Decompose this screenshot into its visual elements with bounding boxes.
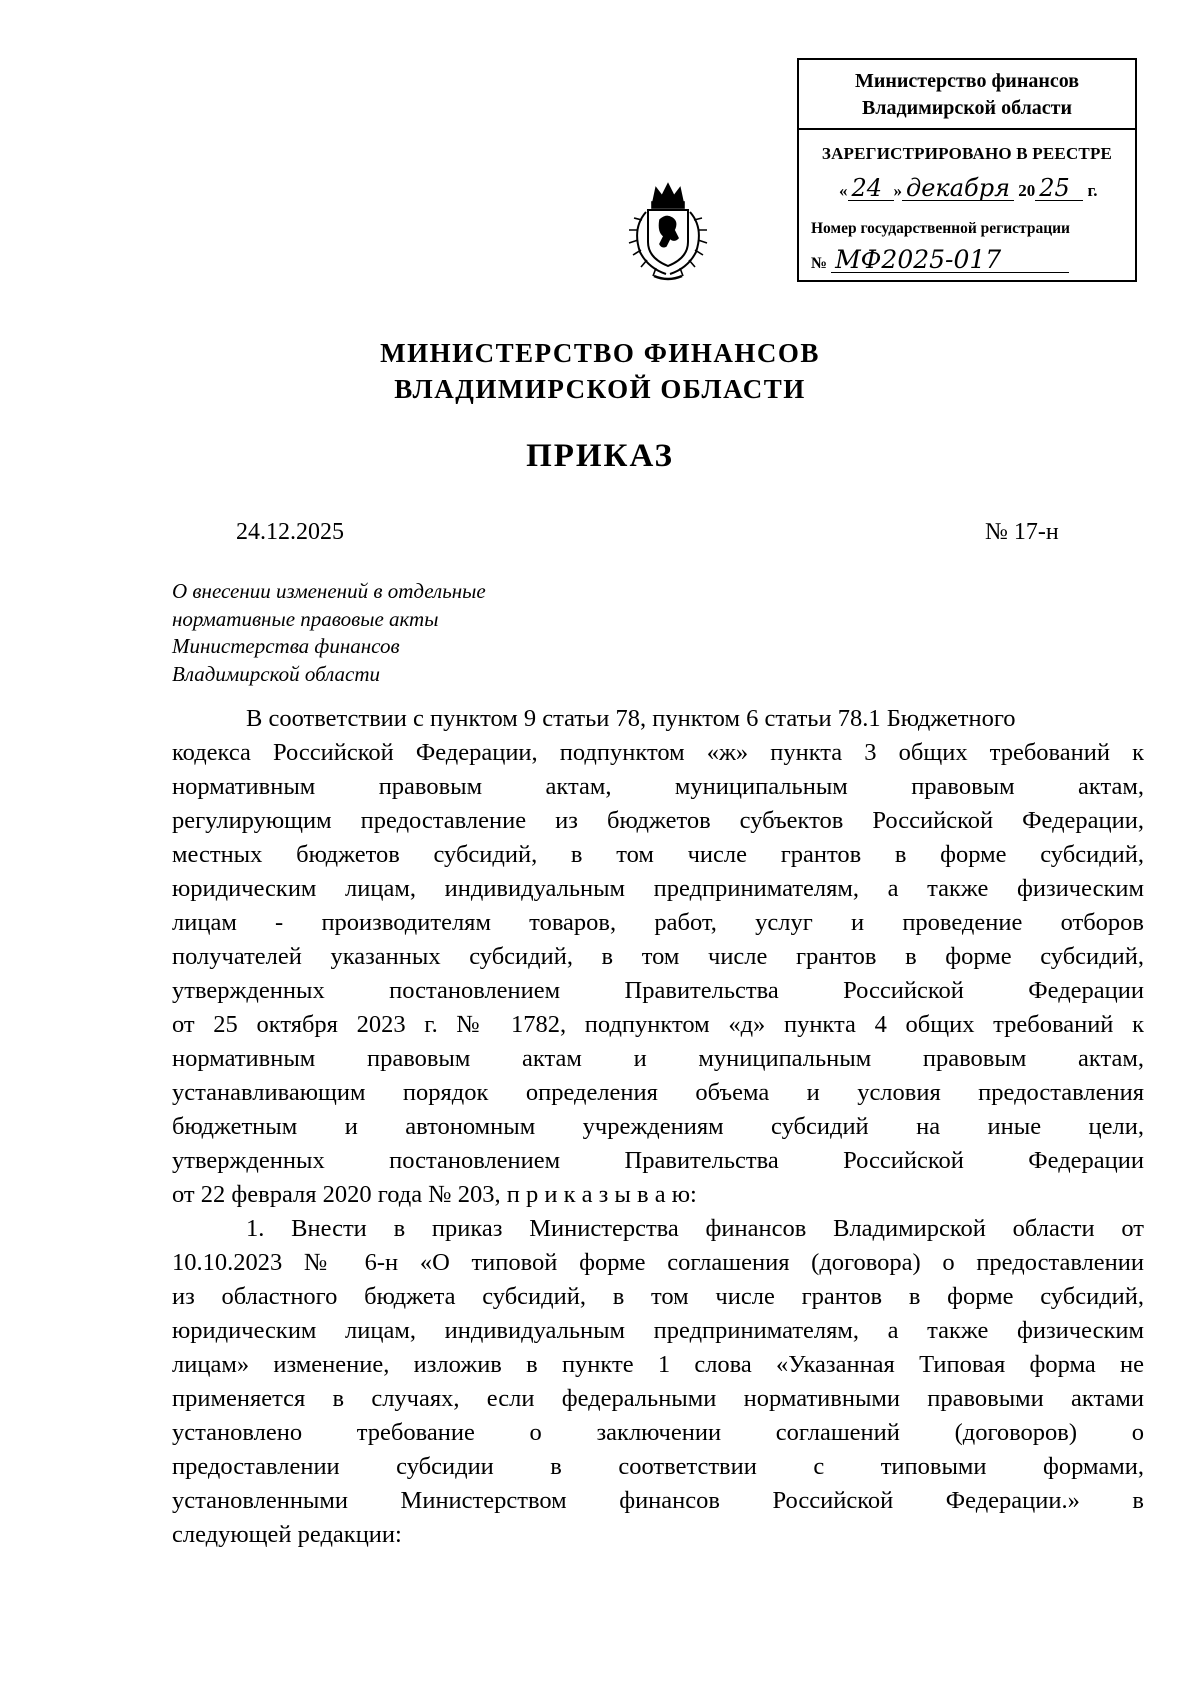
stamp-registered-label: ЗАРЕГИСТРИРОВАНО В РЕЕСТРЕ <box>821 144 1113 163</box>
stamp-ministry-line2: Владимирской области <box>861 97 1073 119</box>
stamp-year-prefix: 20 <box>1018 181 1036 200</box>
body-line: юридическим лицам, индивидуальным предпринимателям, а также физическим <box>172 1317 1144 1344</box>
body-line: утвержденных постановлением Правительства Российской Федерации <box>172 1147 1144 1174</box>
body-line: бюджетным и автономным учреждениям субсидий на иные цели, <box>172 1113 1144 1140</box>
document-number: № 17-н <box>985 519 1059 545</box>
stamp-ministry-name <box>799 68 1135 122</box>
document-type: ПРИКАЗ <box>526 438 674 474</box>
body-line: кодекса Российской Федерации, подпунктом «ж» пункта 3 общих требований к <box>172 739 1144 766</box>
body-line: от 22 февраля 2020 года № 203, п р и к а з ы в а ю: <box>172 1181 697 1208</box>
stamp-day: 24 <box>848 176 894 201</box>
body-line: местных бюджетов субсидий, в том числе грантов в форме субсидий, <box>172 841 1144 868</box>
stamp-divider <box>799 128 1135 130</box>
stamp-year-suffix: 25 <box>1035 176 1083 201</box>
stamp-date <box>839 176 1098 201</box>
body-line: 1. Внести в приказ Министерства финансов Владимирской области от <box>246 1215 1144 1242</box>
body-line: лицам» изменение, изложив в пункте 1 слова «Указанная Типовая форма не <box>172 1351 1144 1378</box>
body-line: 10.10.2023 № 6-н «О типовой форме соглашения (договора) о предоставлении <box>172 1249 1144 1276</box>
page-title <box>0 335 1200 407</box>
stamp-number-prefix: № <box>811 255 828 272</box>
title-line1: МИНИСТЕРСТВО ФИНАНСОВ <box>380 338 820 368</box>
body-line: из областного бюджета субсидий, в том числе грантов в форме субсидий, <box>172 1283 1144 1310</box>
body-line: нормативным правовым актам, муниципальным правовым актам, <box>172 773 1144 800</box>
body-line: предоставлении субсидии в соответствии с типовыми формами, <box>172 1453 1144 1480</box>
body-line: получателей указанных субсидий, в том числе грантов в форме субсидий, <box>172 943 1144 970</box>
body-line: юридическим лицам, индивидуальным предпринимателям, а также физическим <box>172 875 1144 902</box>
title-line2: ВЛАДИМИРСКОЙ ОБЛАСТИ <box>394 374 806 404</box>
stamp-quote-open: « <box>839 181 848 200</box>
body-line: применяется в случаях, если федеральными нормативными правовыми актами <box>172 1385 1144 1412</box>
body-line: утвержденных постановлением Правительства Российской Федерации <box>172 977 1144 1004</box>
vladimir-coat-of-arms-icon <box>618 180 718 286</box>
stamp-reg-number-label: Номер государственной регистрации <box>811 220 1070 237</box>
registration-stamp <box>797 58 1137 282</box>
document-date: 24.12.2025 <box>236 519 344 545</box>
stamp-reg-number <box>811 245 1069 274</box>
body-line: от 25 октября 2023 г. № 1782, подпунктом «д» пункта 4 общих требований к <box>172 1011 1144 1038</box>
body-line: следующей редакции: <box>172 1521 402 1548</box>
document-subject: О внесении изменений в отдельные нормативные правовые акты Министерства финансов Владимирской области <box>172 579 486 686</box>
stamp-ministry-line1: Министерство финансов <box>854 70 1080 92</box>
body-line: устанавливающим порядок определения объема и условия предоставления <box>172 1079 1144 1106</box>
stamp-month: декабря <box>902 176 1014 201</box>
stamp-quote-close: » <box>893 181 902 200</box>
body-line: В соответствии с пунктом 9 статьи 78, пунктом 6 статьи 78.1 Бюджетного <box>246 705 1016 732</box>
body-line: установленными Министерством финансов Российской Федерации.» в <box>172 1487 1144 1514</box>
body-line: лицам - производителям товаров, работ, услуг и проведение отборов <box>172 909 1144 936</box>
body-line: нормативным правовым актам и муниципальным правовым актам, <box>172 1045 1144 1072</box>
stamp-reg-number-value: МФ2025-017 <box>831 248 1069 273</box>
stamp-year-unit: г. <box>1087 181 1098 200</box>
body-line: установлено требование о заключении соглашений (договоров) о <box>172 1419 1144 1446</box>
body-line: регулирующим предоставление из бюджетов субъектов Российской Федерации, <box>172 807 1144 834</box>
